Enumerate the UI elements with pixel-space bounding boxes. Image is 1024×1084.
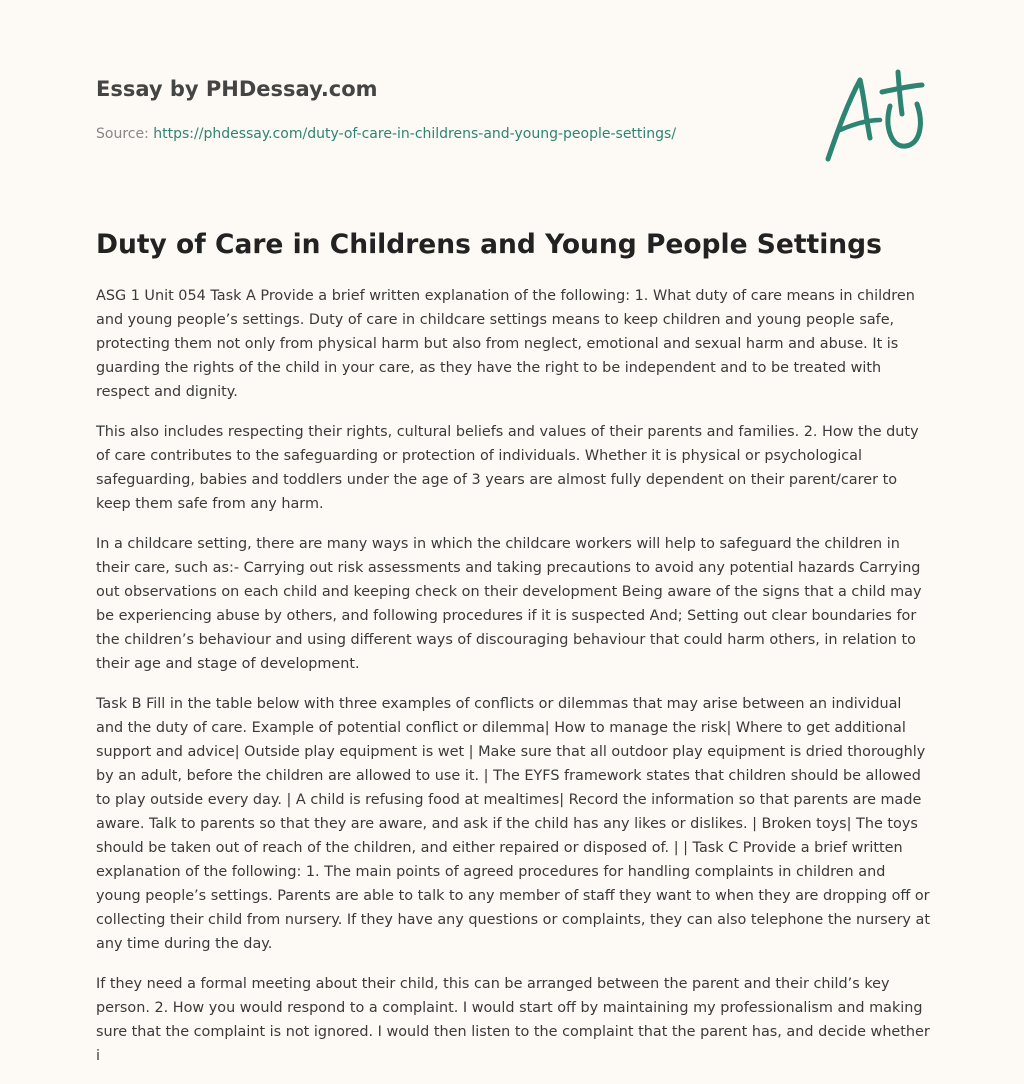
- essay-paragraph: ASG 1 Unit 054 Task A Provide a brief written explanation of the following: 1. What duty of care means in children and young people’s settings. Duty of care in childcare settings means to keep children and young people safe, protecting them not only from physical harm but also from neglect, emotional and sexual harm and abuse. It is guarding the rights of the child in your care, as they have the right to be independent and to be treated with respect and dignity.: [96, 288, 915, 400]
- essay-paragraph: Task B Fill in the table below with three examples of conflicts or dilemmas that may arise between an individual and the duty of care. Example of potential conflict or dilemma| How to manage the risk| Where to get additional support and advice| Outside play equipment is wet | Make sure that all outdoor play equipment is dried thoroughly by an adult, before the children are allowed to use it. | The EYFS framework states that children should be allowed to play outside every day. | A child is refusing food at mealtimes| Record the information so that parents are made aware. Talk to parents so that they are aware, and ask if the child has any likes or dislikes. | Broken toys| The toys should be taken out of reach of the children, and either repaired or disposed of. | | Task C Provide a brief written explanation of the following: 1. The main points of agreed procedures for handling complaints in children and young people’s settings. Parents are able to talk to any member of staff they want to when they are dropping off or collecting their child from nursery. If they have any questions or complaints, they can also telephone the nursery at any time during the day.: [96, 696, 930, 952]
- source-link[interactable]: https://phdessay.com/duty-of-care-in-childrens-and-young-people-settings/: [153, 126, 677, 142]
- a-plus-logo-icon: [820, 66, 930, 166]
- essay-paragraph: In a childcare setting, there are many ways in which the childcare workers will help to safeguard the children in their care, such as:- Carrying out risk assessments and taking precautions to avoid any potential hazards Carrying out observations on each child and keeping check on their development Being aware of the signs that a child may be experiencing abuse by others, and following procedures if it is suspected And; Setting out clear boundaries for the children’s behaviour and using different ways of discouraging behaviour that could harm others, in relation to their age and stage of development.: [96, 536, 922, 672]
- essay-body: [96, 284, 932, 1084]
- source-line: [96, 124, 796, 144]
- essay-header: [96, 74, 796, 144]
- essay-paragraph: If they need a formal meeting about their child, this can be arranged between the parent and their child’s key person. 2. How you would respond to a complaint. I would start off by maintaining my professionalism and making sure that the complaint is not ignored. I would then listen to the complaint that the parent has, and decide whether i: [96, 976, 930, 1064]
- source-label: Source:: [96, 126, 149, 142]
- site-title: Essay by PHDessay.com: [96, 77, 378, 101]
- essay-title: Duty of Care in Childrens and Young People Settings: [96, 229, 882, 260]
- essay-paragraph: This also includes respecting their rights, cultural beliefs and values of their parents and families. 2. How the duty of care contributes to the safeguarding or protection of individuals. Whether it is physical or psychological safeguarding, babies and toddlers under the age of 3 years are almost fully dependent on their parent/carer to keep them safe from any harm.: [96, 424, 919, 512]
